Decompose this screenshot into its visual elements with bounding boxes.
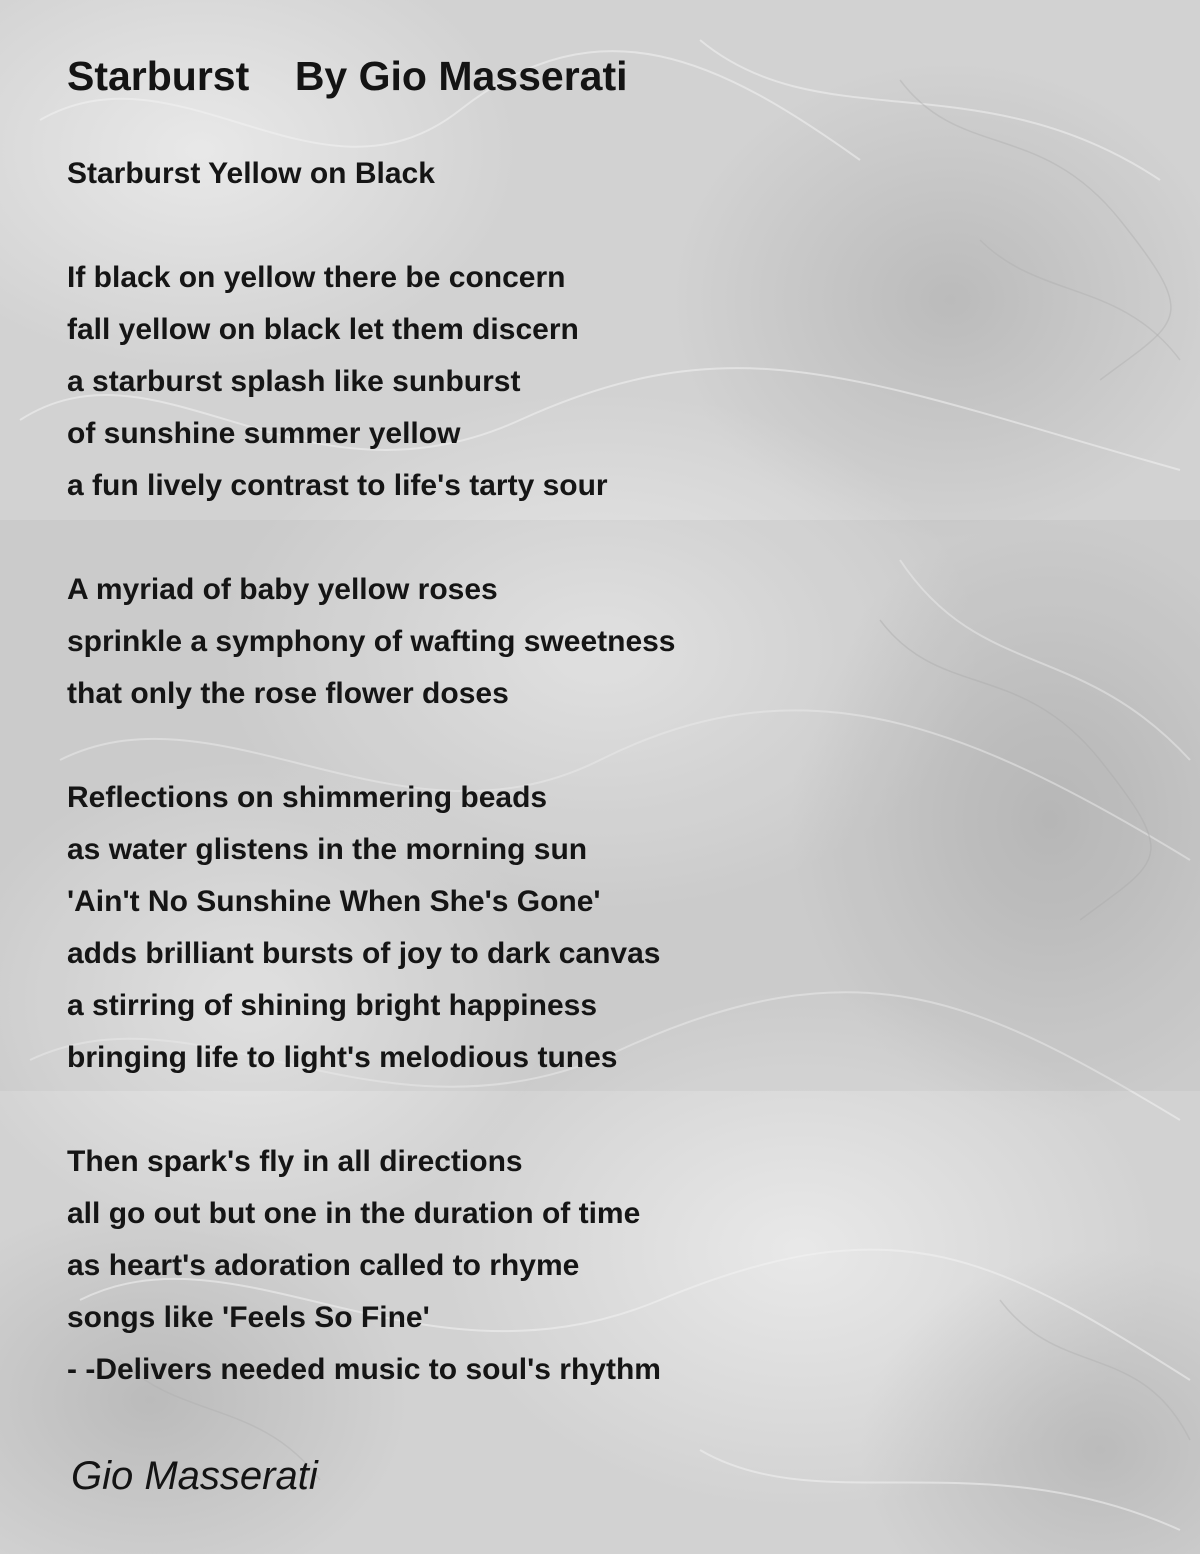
- poem-line: bringing life to light's melodious tunes: [67, 1041, 618, 1074]
- poem-line: - -Delivers needed music to soul's rhythm: [67, 1353, 661, 1386]
- poem-line: Then spark's fly in all directions: [67, 1145, 523, 1178]
- poem-line: 'Ain't No Sunshine When She's Gone': [67, 885, 601, 918]
- stanza-gap: [67, 200, 1167, 252]
- poem-line: A myriad of baby yellow roses: [67, 573, 498, 606]
- poem-line: that only the rose flower doses: [67, 677, 509, 710]
- poem-line: as heart's adoration called to rhyme: [67, 1249, 580, 1282]
- poem-body: [67, 148, 1167, 1396]
- poem-line: Starburst Yellow on Black: [67, 157, 435, 190]
- poem-line: adds brilliant bursts of joy to dark canvas: [67, 937, 661, 970]
- poem-line: a stirring of shining bright happiness: [67, 989, 598, 1022]
- poem-line: fall yellow on black let them discern: [67, 313, 579, 346]
- poem-line: of sunshine summer yellow: [67, 417, 461, 450]
- stanza: [67, 252, 1167, 512]
- author-signature: Gio Masserati: [71, 1454, 318, 1498]
- poem-line: a starburst splash like sunburst: [67, 365, 521, 398]
- poem-line: as water glistens in the morning sun: [67, 833, 588, 866]
- poem-line: If black on yellow there be concern: [67, 261, 566, 294]
- poem-line: a fun lively contrast to life's tarty sour: [67, 469, 608, 502]
- stanza-gap: [67, 512, 1167, 564]
- stanza-gap: [67, 720, 1167, 772]
- stanza: [67, 1136, 1167, 1396]
- poem-title: Starburst By Gio Masserati: [67, 53, 628, 99]
- poem-line: all go out but one in the duration of time: [67, 1197, 641, 1230]
- stanza-subtitle: [67, 148, 1167, 200]
- stanza: [67, 772, 1167, 1084]
- poem-line: songs like 'Feels So Fine': [67, 1301, 430, 1334]
- stanza: [67, 564, 1167, 720]
- poem-line: sprinkle a symphony of wafting sweetness: [67, 625, 676, 658]
- stanza-gap: [67, 1084, 1167, 1136]
- poem-line: Reflections on shimmering beads: [67, 781, 548, 814]
